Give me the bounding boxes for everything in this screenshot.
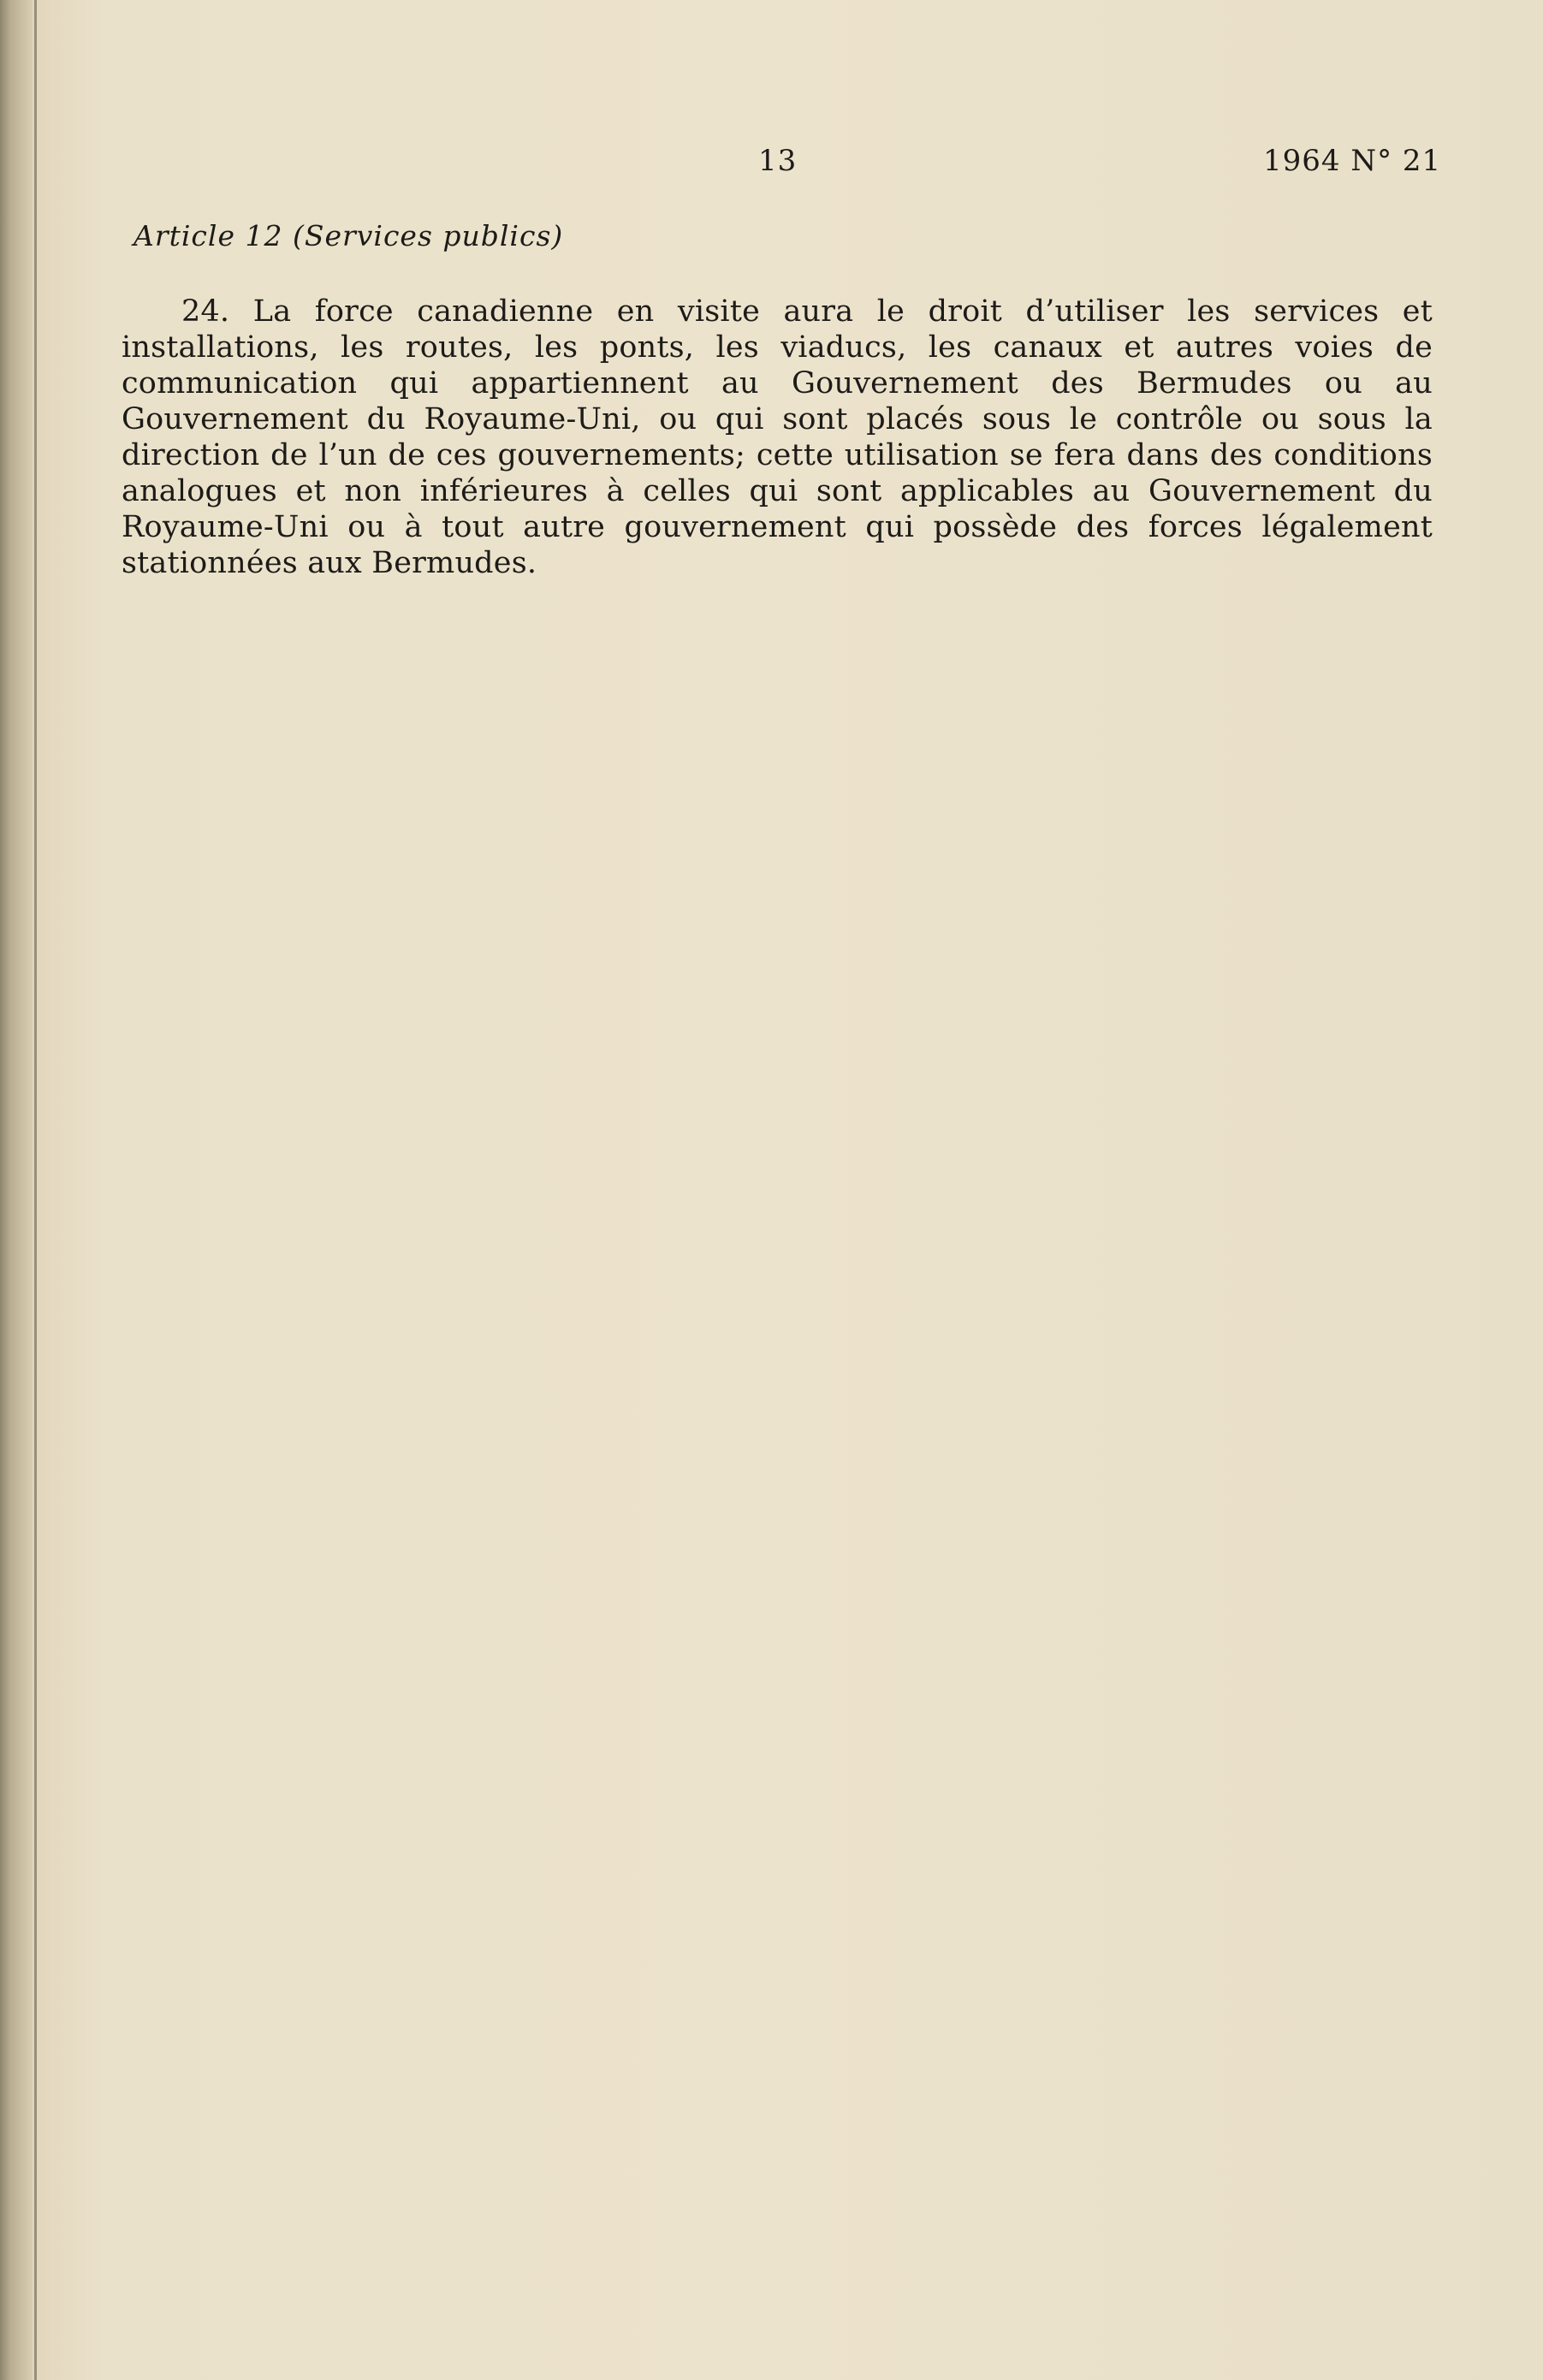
- page-number: 13: [758, 144, 798, 178]
- article-title: Article 12 (Services publics): [134, 219, 564, 252]
- bleed-through-line: [120, 513, 1369, 553]
- page-binding-line: [34, 0, 37, 2380]
- document-reference: 1964 N° 21: [1263, 144, 1442, 178]
- page-binding-edge: [0, 0, 33, 2380]
- page-header: [0, 144, 1543, 187]
- bleed-through-text: [120, 513, 1369, 1369]
- article-paragraph: 24. La force canadienne en visite aura le droit d’utiliser les services et installations, les routes, les ponts, les viaducs, les canaux et autres voies de communication qui appartiennent au Gouvernement des Bermudes ou au Gouvernement du Royaume-Uni, ou qui sont placés sous le contrôle ou sous la direction de l’un de ces gouvernements; cette utilisation se fera dans des conditions analogues et non inférieures à celles qui sont applicables au Gouvernement du Royaume-Uni ou à tout autre gouvernement qui possède des forces légalement stationnées aux Bermudes.: [122, 294, 1433, 580]
